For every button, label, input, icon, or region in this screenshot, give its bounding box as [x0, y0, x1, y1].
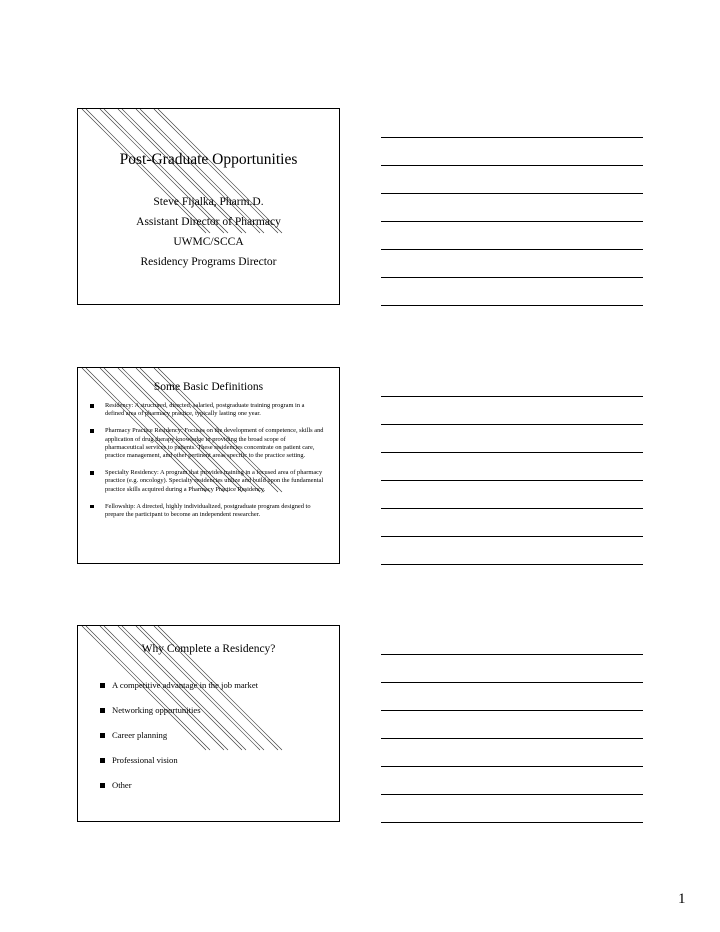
note-line — [381, 193, 643, 194]
square-bullet-icon — [90, 429, 94, 433]
note-line — [381, 738, 643, 739]
reason-text: Networking opportunities — [112, 705, 201, 715]
note-line — [381, 165, 643, 166]
slide-3-title: Why Complete a Residency? — [141, 643, 276, 655]
list-item — [88, 402, 324, 418]
note-line — [381, 564, 643, 565]
note-line — [381, 305, 643, 306]
square-bullet-icon — [90, 505, 94, 509]
note-line — [381, 249, 643, 250]
presenter-institution: UWMC/SCCA — [173, 236, 244, 248]
list-item — [88, 503, 324, 519]
list-item — [100, 730, 258, 755]
square-bullet-icon — [100, 758, 105, 763]
note-line — [381, 221, 643, 222]
note-line — [381, 508, 643, 509]
list-item — [100, 680, 258, 705]
list-item — [100, 780, 258, 805]
page-number: 1 — [678, 891, 686, 907]
square-bullet-icon — [90, 404, 94, 408]
reasons-list — [100, 680, 258, 805]
list-item — [88, 469, 324, 494]
reason-text: Career planning — [112, 730, 168, 740]
slide-1-subtitle — [78, 192, 339, 272]
note-line — [381, 822, 643, 823]
note-line — [381, 794, 643, 795]
slide-1 — [77, 108, 340, 305]
list-item — [100, 705, 258, 730]
note-line — [381, 766, 643, 767]
presenter-role: Assistant Director of Pharmacy — [136, 216, 281, 228]
note-line — [381, 277, 643, 278]
presenter-name: Steve Fijalka, Pharm.D. — [153, 196, 264, 208]
slide-2-title: Some Basic Definitions — [153, 381, 264, 393]
list-item — [88, 427, 324, 460]
note-line — [381, 654, 643, 655]
note-line — [381, 424, 643, 425]
definition-fellowship: Fellowship: A directed, highly individualized, postgraduate program designed to prepare the participant to become an independent researcher. — [105, 502, 311, 519]
square-bullet-icon — [100, 708, 105, 713]
reason-text: Professional vision — [112, 755, 178, 765]
slide-1-title: Post-Graduate Opportunities — [119, 151, 298, 168]
definition-pharmacy-practice-residency: Pharmacy Practice Residency: Focuses on the development of competence, skills and application of drug therapy knowledge in providing the broad scope of pharmaceutical services to patients. These residencies concentrate on patient care, practice management, and other pertinent areas specific to the practice setting. — [105, 427, 324, 460]
definition-residency: Residency: A structured, directed, salaried, postgraduate training program in a defined area of pharmacy practice, typically lasting one year. — [105, 402, 305, 418]
note-line — [381, 396, 643, 397]
note-line — [381, 452, 643, 453]
note-line — [381, 682, 643, 683]
note-line — [381, 710, 643, 711]
square-bullet-icon — [100, 683, 105, 688]
note-line — [381, 536, 643, 537]
reason-text: A competitive advantage in the job market — [112, 680, 259, 690]
definition-specialty-residency: Specialty Residency: A program that provides training in a focused area of pharmacy practice (e.g. oncology). Specialty residencies utilize and build upon the fundamental practice skills acquired during a Pharmacy Practice Residency. — [105, 469, 324, 493]
slide-3 — [77, 625, 340, 822]
note-line — [381, 137, 643, 138]
note-line — [381, 480, 643, 481]
square-bullet-icon — [100, 783, 105, 788]
slide-2 — [77, 367, 340, 564]
reason-text: Other — [112, 780, 132, 790]
definitions-list — [88, 402, 324, 528]
list-item — [100, 755, 258, 780]
square-bullet-icon — [100, 733, 105, 738]
square-bullet-icon — [90, 471, 94, 475]
presenter-program: Residency Programs Director — [140, 256, 277, 268]
